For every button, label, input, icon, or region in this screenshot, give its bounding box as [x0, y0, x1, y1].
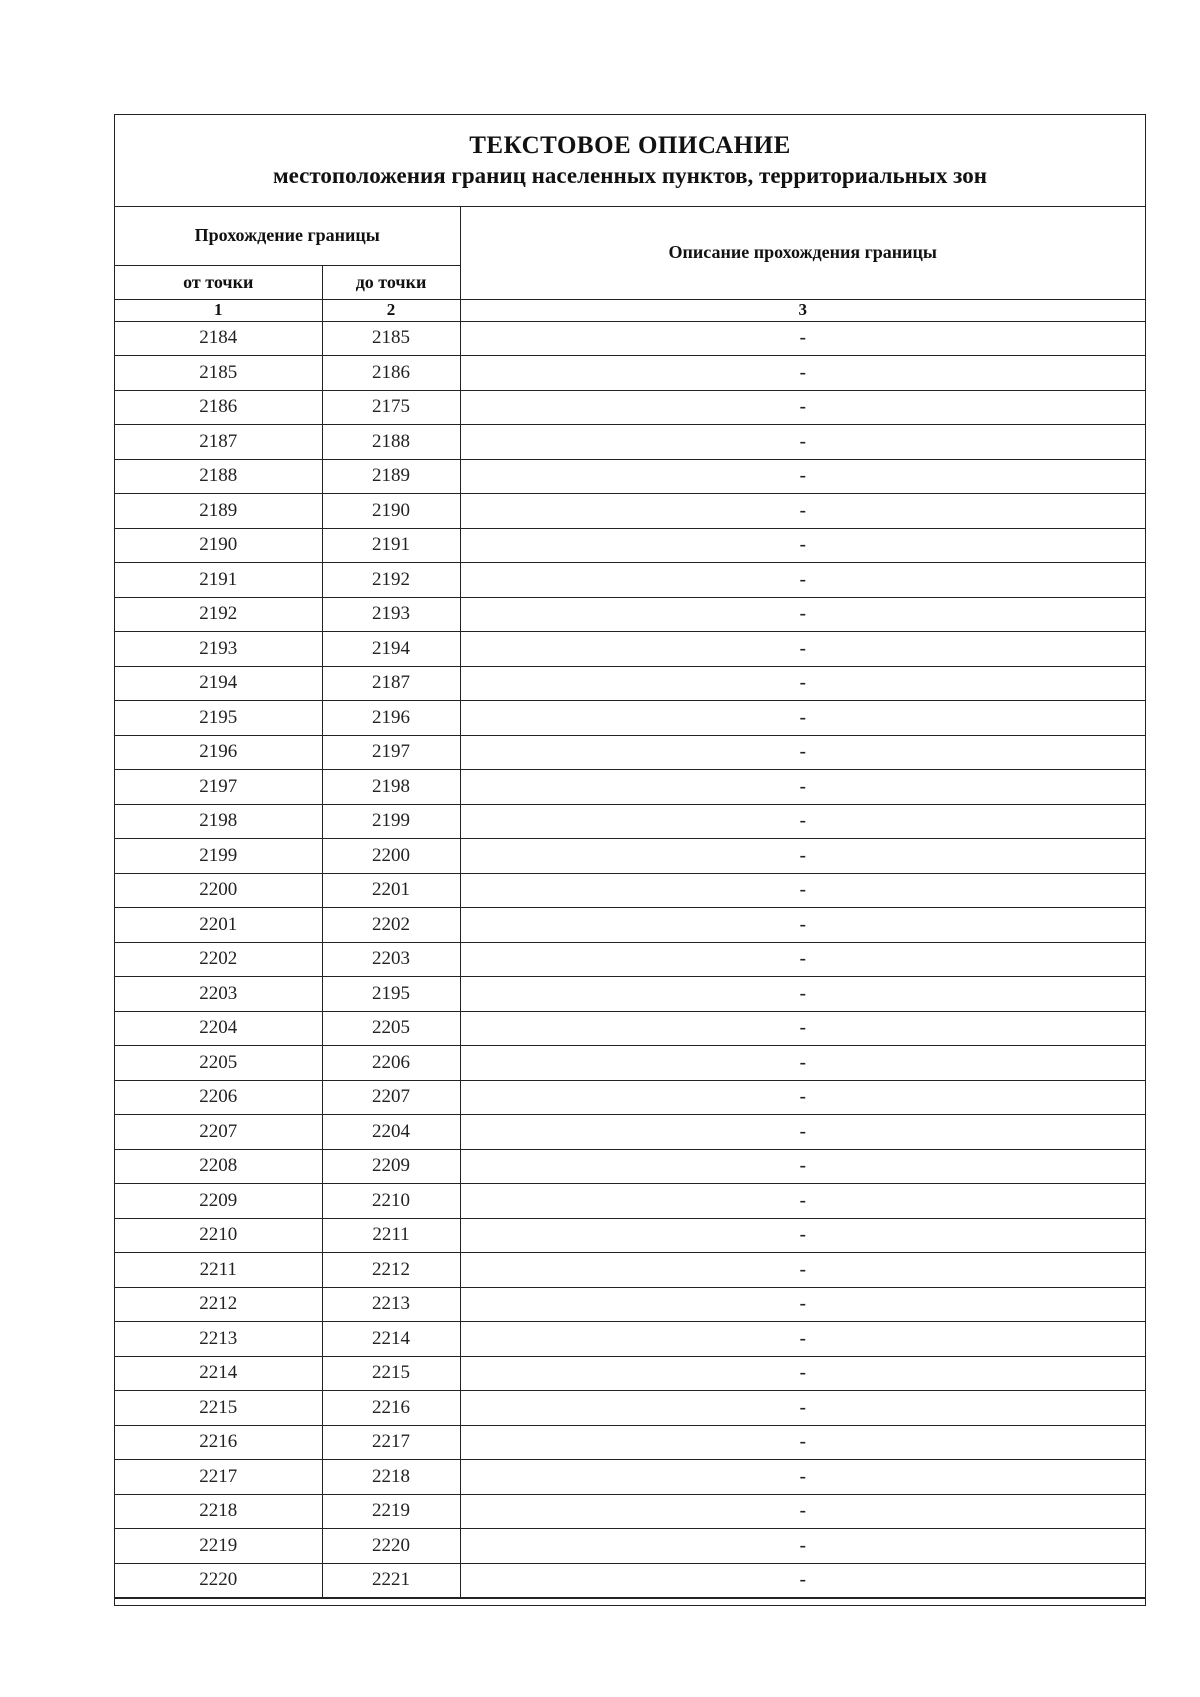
description-cell: -	[460, 597, 1145, 632]
to-point-cell: 2204	[322, 1115, 460, 1150]
table-row	[115, 735, 1145, 770]
table-row	[115, 1011, 1145, 1046]
to-point-cell: 2193	[322, 597, 460, 632]
from-point-cell: 2215	[115, 1391, 322, 1426]
table-row	[115, 459, 1145, 494]
table-row	[115, 1563, 1145, 1598]
description-cell: -	[460, 770, 1145, 805]
to-point-cell: 2220	[322, 1529, 460, 1564]
to-point-cell: 2215	[322, 1356, 460, 1391]
to-point-cell: 2205	[322, 1011, 460, 1046]
from-point-cell: 2219	[115, 1529, 322, 1564]
description-cell: -	[460, 356, 1145, 391]
to-point-cell: 2214	[322, 1322, 460, 1357]
document-sheet	[114, 114, 1146, 1606]
from-point-cell: 2207	[115, 1115, 322, 1150]
table-row	[115, 597, 1145, 632]
to-point-cell: 2209	[322, 1149, 460, 1184]
boundary-table	[115, 207, 1145, 1598]
from-point-cell: 2189	[115, 494, 322, 529]
table-row	[115, 873, 1145, 908]
from-point-cell: 2196	[115, 735, 322, 770]
table-row	[115, 770, 1145, 805]
to-point-cell: 2196	[322, 701, 460, 736]
from-point-cell: 2191	[115, 563, 322, 598]
from-point-cell: 2204	[115, 1011, 322, 1046]
from-point-cell: 2212	[115, 1287, 322, 1322]
description-cell: -	[460, 321, 1145, 356]
description-cell: -	[460, 1011, 1145, 1046]
table-row	[115, 1184, 1145, 1219]
description-cell: -	[460, 1149, 1145, 1184]
from-point-cell: 2203	[115, 977, 322, 1012]
to-point-cell: 2175	[322, 390, 460, 425]
description-cell: -	[460, 1460, 1145, 1495]
from-point-cell: 2220	[115, 1563, 322, 1598]
to-point-cell: 2185	[322, 321, 460, 356]
table-row	[115, 1322, 1145, 1357]
from-point-cell: 2202	[115, 942, 322, 977]
from-point-cell: 2187	[115, 425, 322, 460]
from-point-cell: 2188	[115, 459, 322, 494]
description-cell: -	[460, 1184, 1145, 1219]
description-cell: -	[460, 873, 1145, 908]
to-point-cell: 2186	[322, 356, 460, 391]
to-point-cell: 2189	[322, 459, 460, 494]
from-point-cell: 2200	[115, 873, 322, 908]
table-row	[115, 701, 1145, 736]
description-cell: -	[460, 1563, 1145, 1598]
from-point-cell: 2217	[115, 1460, 322, 1495]
to-point-cell: 2198	[322, 770, 460, 805]
from-point-cell: 2213	[115, 1322, 322, 1357]
from-point-cell: 2199	[115, 839, 322, 874]
description-cell: -	[460, 1494, 1145, 1529]
to-point-cell: 2206	[322, 1046, 460, 1081]
table-row	[115, 1529, 1145, 1564]
description-cell: -	[460, 701, 1145, 736]
description-cell: -	[460, 632, 1145, 667]
table-row	[115, 1115, 1145, 1150]
to-point-cell: 2216	[322, 1391, 460, 1426]
table-row	[115, 425, 1145, 460]
table-row	[115, 632, 1145, 667]
table-row	[115, 908, 1145, 943]
table-body	[115, 321, 1145, 1598]
description-cell: -	[460, 908, 1145, 943]
to-point-cell: 2201	[322, 873, 460, 908]
to-point-cell: 2194	[322, 632, 460, 667]
from-point-cell: 2197	[115, 770, 322, 805]
description-cell: -	[460, 1425, 1145, 1460]
to-point-cell: 2221	[322, 1563, 460, 1598]
column-number-1: 1	[115, 299, 322, 321]
table-row	[115, 839, 1145, 874]
header-to-point: до точки	[322, 265, 460, 299]
table-row	[115, 356, 1145, 391]
description-cell: -	[460, 666, 1145, 701]
table-row	[115, 1287, 1145, 1322]
description-cell: -	[460, 977, 1145, 1012]
from-point-cell: 2206	[115, 1080, 322, 1115]
description-cell: -	[460, 1356, 1145, 1391]
from-point-cell: 2211	[115, 1253, 322, 1288]
table-row	[115, 1460, 1145, 1495]
to-point-cell: 2197	[322, 735, 460, 770]
description-cell: -	[460, 1046, 1145, 1081]
from-point-cell: 2194	[115, 666, 322, 701]
from-point-cell: 2193	[115, 632, 322, 667]
table-row	[115, 528, 1145, 563]
description-cell: -	[460, 425, 1145, 460]
document-title: ТЕКСТОВОЕ ОПИСАНИЕ	[469, 132, 791, 159]
table-row	[115, 1218, 1145, 1253]
description-cell: -	[460, 494, 1145, 529]
from-point-cell: 2208	[115, 1149, 322, 1184]
description-cell: -	[460, 390, 1145, 425]
description-cell: -	[460, 942, 1145, 977]
header-from-point: от точки	[115, 265, 322, 299]
from-point-cell: 2192	[115, 597, 322, 632]
from-point-cell: 2214	[115, 1356, 322, 1391]
to-point-cell: 2219	[322, 1494, 460, 1529]
description-cell: -	[460, 1218, 1145, 1253]
to-point-cell: 2191	[322, 528, 460, 563]
from-point-cell: 2185	[115, 356, 322, 391]
description-cell: -	[460, 839, 1145, 874]
from-point-cell: 2210	[115, 1218, 322, 1253]
description-cell: -	[460, 1080, 1145, 1115]
table-row	[115, 1391, 1145, 1426]
description-cell: -	[460, 1115, 1145, 1150]
from-point-cell: 2205	[115, 1046, 322, 1081]
to-point-cell: 2187	[322, 666, 460, 701]
from-point-cell: 2184	[115, 321, 322, 356]
to-point-cell: 2211	[322, 1218, 460, 1253]
table-row	[115, 942, 1145, 977]
to-point-cell: 2203	[322, 942, 460, 977]
table-row	[115, 666, 1145, 701]
to-point-cell: 2199	[322, 804, 460, 839]
title-block	[115, 115, 1145, 207]
header-boundary-passage: Прохождение границы	[115, 207, 460, 265]
description-cell: -	[460, 528, 1145, 563]
to-point-cell: 2213	[322, 1287, 460, 1322]
description-cell: -	[460, 804, 1145, 839]
table-row	[115, 1253, 1145, 1288]
from-point-cell: 2186	[115, 390, 322, 425]
description-cell: -	[460, 1529, 1145, 1564]
table-row	[115, 1494, 1145, 1529]
table-row	[115, 1149, 1145, 1184]
from-point-cell: 2198	[115, 804, 322, 839]
to-point-cell: 2207	[322, 1080, 460, 1115]
to-point-cell: 2202	[322, 908, 460, 943]
from-point-cell: 2216	[115, 1425, 322, 1460]
table-row	[115, 804, 1145, 839]
document-subtitle: местоположения границ населенных пунктов, территориальных зон	[273, 163, 987, 188]
to-point-cell: 2218	[322, 1460, 460, 1495]
description-cell: -	[460, 1391, 1145, 1426]
to-point-cell: 2212	[322, 1253, 460, 1288]
description-cell: -	[460, 1287, 1145, 1322]
header-boundary-description: Описание прохождения границы	[460, 207, 1145, 299]
description-cell: -	[460, 1322, 1145, 1357]
table-row	[115, 1080, 1145, 1115]
table-row	[115, 977, 1145, 1012]
to-point-cell: 2217	[322, 1425, 460, 1460]
to-point-cell: 2188	[322, 425, 460, 460]
table-row	[115, 1046, 1145, 1081]
table-row	[115, 1425, 1145, 1460]
table-row	[115, 390, 1145, 425]
to-point-cell: 2195	[322, 977, 460, 1012]
from-point-cell: 2190	[115, 528, 322, 563]
description-cell: -	[460, 459, 1145, 494]
table-row	[115, 563, 1145, 598]
from-point-cell: 2195	[115, 701, 322, 736]
from-point-cell: 2218	[115, 1494, 322, 1529]
description-cell: -	[460, 735, 1145, 770]
to-point-cell: 2192	[322, 563, 460, 598]
to-point-cell: 2210	[322, 1184, 460, 1219]
description-cell: -	[460, 563, 1145, 598]
from-point-cell: 2201	[115, 908, 322, 943]
table-row	[115, 321, 1145, 356]
table-row	[115, 494, 1145, 529]
table-bottom-rule	[115, 1598, 1145, 1605]
to-point-cell: 2200	[322, 839, 460, 874]
from-point-cell: 2209	[115, 1184, 322, 1219]
table-row	[115, 1356, 1145, 1391]
column-number-2: 2	[322, 299, 460, 321]
column-number-3: 3	[460, 299, 1145, 321]
to-point-cell: 2190	[322, 494, 460, 529]
description-cell: -	[460, 1253, 1145, 1288]
